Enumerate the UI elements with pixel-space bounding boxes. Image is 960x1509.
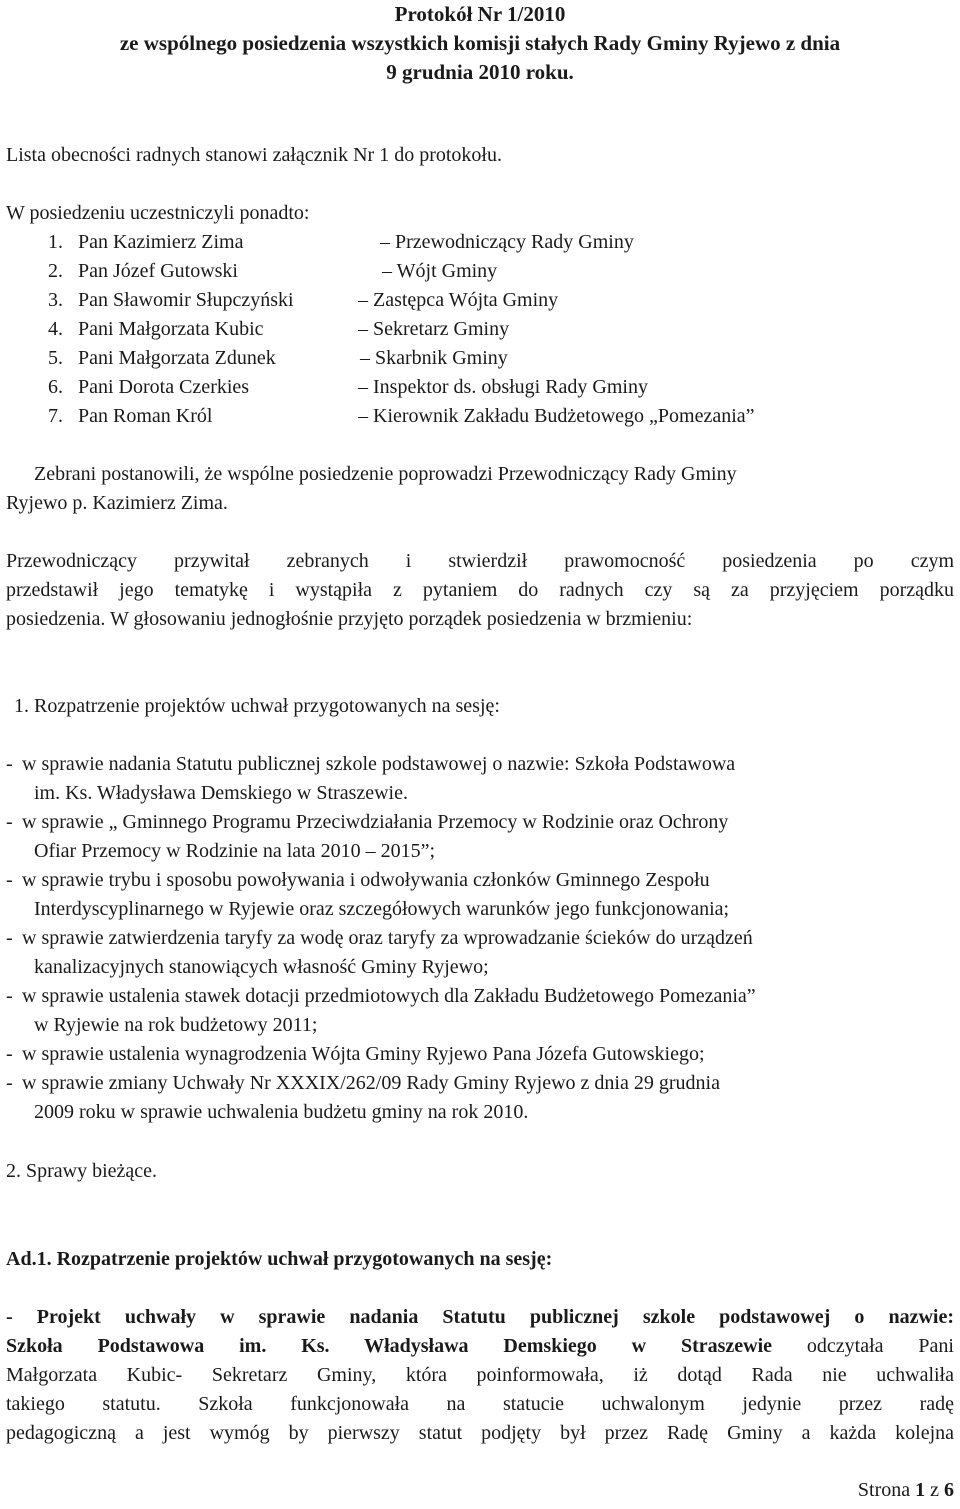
document-date: 9 grudnia 2010 roku. [386,60,574,84]
agenda-text-cont: Interdyscyplinarnego w Ryjewie oraz szczegółowych warunków jego funkcjonowania; [34,898,730,920]
section-para-line-5: pedagogiczną a jest wymóg by pierwszy statut podjęty był przez Radę Gminy a każda kolejna [6,1422,954,1444]
page-number [858,1476,954,1505]
participants-heading: W posiedzeniu uczestniczyli ponadto: [6,202,310,224]
item-number: 6. [48,376,63,398]
agenda-text-cont: kanalizacyjnych stanowiących własność Gminy Ryjewo; [34,956,489,978]
section-para-line-4: takiego statutu. Szkoła funkcjonowała na statucie uchwalonym jedynie przez radę [6,1393,954,1415]
participant-name: Pan Józef Gutowski [78,260,238,282]
agenda-text-cont: 2009 roku w sprawie uchwalenia budżetu gminy na rok 2010. [34,1101,529,1123]
participant-name: Pan Roman Król [78,405,213,427]
agenda-text-cont: w Ryjewie na rok budżetowy 2011; [34,1014,318,1036]
section-para-line-1: - Projekt uchwały w sprawie nadania Statutu publicznej szkole podstawowej o nazwie: [6,1306,954,1328]
attendance-note: Lista obecności radnych stanowi załącznik Nr 1 do protokołu. [6,144,502,166]
agenda-text: w sprawie trybu i sposobu powoływania i odwoływania członków Gminnego Zespołu [22,869,710,891]
page-total: 6 [944,1479,954,1501]
agenda-item-1-heading: 1. Rozpatrzenie projektów uchwał przygotowanych na sesję: [14,695,500,717]
dash-marker: - [6,811,13,833]
agenda-text: w sprawie „ Gminnego Programu Przeciwdziałania Przemocy w Rodzinie oraz Ochrony [22,811,729,833]
school-name: Szkoła Podstawowa im. Ks. Władysława Demskiego w Straszewie [6,1335,773,1357]
agenda-text: w sprawie zatwierdzenia taryfy za wodę oraz taryfy za wprowadzanie ścieków do urządzeń [22,927,753,949]
agenda-text: w sprawie nadania Statutu publicznej szkole podstawowej o nazwie: Szkoła Podstawowa [22,753,736,775]
decision-line-1: Zebrani postanowili, że wspólne posiedzenie poprowadzi Przewodniczący Rady Gminy [34,463,737,485]
document-title: Protokół Nr 1/2010 [394,2,566,26]
item-number: 1. [48,231,63,253]
dash-marker: - [6,869,13,891]
agenda-text: w sprawie ustalenia wynagrodzenia Wójta Gminy Ryjewo Pana Józefa Gutowskiego; [22,1043,705,1065]
dash-marker: - [6,1072,13,1094]
page-current: 1 [915,1479,926,1501]
section-heading: Ad.1. Rozpatrzenie projektów uchwał przygotowanych na sesję: [6,1248,553,1270]
participant-name: Pani Małgorzata Zdunek [78,347,276,369]
participant-role: – Skarbnik Gminy [360,347,508,369]
welcome-line-2: przedstawił jego tematykę i wystąpiła z pytaniem do radnych czy są za przyjęciem porządku [6,579,954,601]
section-para-line-3: Małgorzata Kubic- Sekretarz Gminy, która poinformowała, iż dotąd Rada nie uchwaliła [6,1364,954,1386]
dash-marker: - [6,927,13,949]
welcome-line-3: posiedzenia. W głosowaniu jednogłośnie przyjęto porządek posiedzenia w brzmieniu: [6,608,693,630]
agenda-text: w sprawie ustalenia stawek dotacji przedmiotowych dla Zakładu Budżetowego Pomezania” [22,985,756,1007]
participant-name: Pan Kazimierz Zima [78,231,244,253]
participant-name: Pan Sławomir Słupczyński [78,289,294,311]
dash-marker: - [6,985,13,1007]
agenda-item-2: 2. Sprawy bieżące. [6,1160,158,1182]
item-number: 5. [48,347,63,369]
welcome-line-1: Przewodniczący przywitał zebranych i stwierdził prawomocność posiedzenia po czym [6,550,954,572]
participant-role: – Zastępca Wójta Gminy [358,289,559,311]
document-subtitle: ze wspólnego posiedzenia wszystkich komisji stałych Rady Gminy Ryjewo z dnia [119,31,841,55]
agenda-text-cont: Ofiar Przemocy w Rodzinie na lata 2010 – 2015”; [34,840,435,862]
item-number: 7. [48,405,63,427]
agenda-text: w sprawie zmiany Uchwały Nr XXXIX/262/09 Rady Gminy Ryjewo z dnia 29 grudnia [22,1072,720,1094]
section-para-line-2 [6,1332,954,1361]
page-label: Strona [857,1479,911,1501]
item-number: 4. [48,318,63,340]
dash-marker: - [6,1043,13,1065]
agenda-text-cont: im. Ks. Władysława Demskiego w Straszewie. [34,782,408,804]
participant-role: – Kierownik Zakładu Budżetowego „Pomezania” [358,405,755,427]
participant-role: – Sekretarz Gminy [358,318,510,340]
decision-line-2: Ryjewo p. Kazimierz Zima. [6,492,228,514]
page-separator: z [930,1479,939,1501]
participant-role: – Inspektor ds. obsługi Rady Gminy [358,376,648,398]
participant-name: Pani Dorota Czerkies [78,376,250,398]
participant-role: – Przewodniczący Rady Gminy [380,231,634,253]
item-number: 3. [48,289,63,311]
dash-marker: - [6,753,13,775]
item-number: 2. [48,260,63,282]
section-para-line-2-rest: odczytała Pani [772,1335,954,1357]
participant-name: Pani Małgorzata Kubic [78,318,264,340]
participant-role: – Wójt Gminy [382,260,498,282]
